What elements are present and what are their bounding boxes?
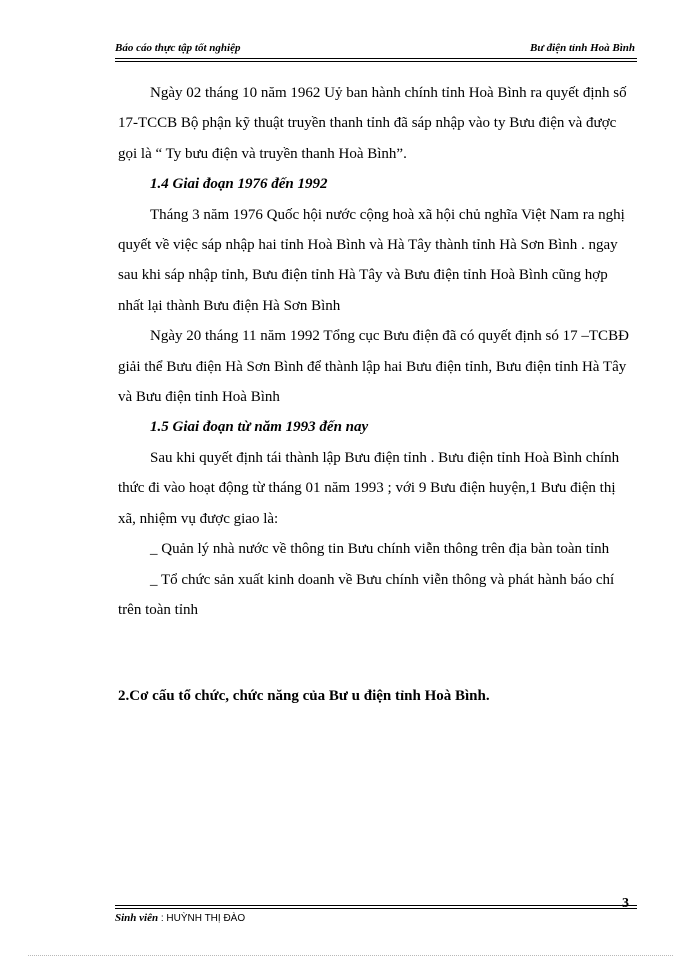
body-text xyxy=(118,78,633,625)
paragraph-1962: Ngày 02 tháng 10 năm 1962 Uỷ ban hành chính tỉnh Hoà Bình ra quyết định số 17-TCCB Bộ phận kỹ thuật truyền thanh tỉnh đã sáp nhập vào ty Bưu điện và được gọi là “ Ty bưu điện và truyền thanh Hoà Bình”. xyxy=(118,85,627,162)
paragraph-1993: Sau khi quyết định tái thành lập Bưu điện tỉnh . Bưu điện tỉnh Hoà Bình chính thức đi vào hoạt động từ tháng 01 năm 1993 ; với 9 Bưu điện huyện,1 Bưu điện thị xã, nhiệm vụ được giao là: xyxy=(118,449,620,527)
bullet-quan-ly: _ Quản lý nhà nước về thông tin Bưu chính viễn thông trên địa bàn toàn tỉnh xyxy=(150,541,610,558)
footer-label: Sinh viên xyxy=(115,912,159,924)
paragraph-1992: Ngày 20 tháng 11 năm 1992 Tổng cục Bưu điện đã có quyết định só 17 –TCBĐ giải thể Bưu điện Hà Sơn Bình để thành lập hai Bưu điện tỉnh, Bưu điện tỉnh Hà Tây và Bưu điện tỉnh Hoà Bình xyxy=(118,328,629,406)
footer-student-name: : HUỲNH THỊ ĐÀO xyxy=(160,913,246,924)
section-heading-1-4: 1.4 Giai đoạn 1976 đến 1992 xyxy=(150,176,328,193)
heading-2-co-cau: 2.Cơ cấu tổ chức, chức năng của Bư u điện tỉnh Hoà Bình. xyxy=(118,688,490,704)
header-rule xyxy=(115,58,637,62)
header-right-title: Bư điện tỉnh Hoà Bình xyxy=(529,42,635,54)
footer-rule xyxy=(115,905,637,909)
paragraph-1976: Tháng 3 năm 1976 Quốc hội nước cộng hoà xã hội chủ nghĩa Việt Nam ra nghị quyết về việc sáp nhập hai tỉnh Hoà Bình và Hà Tây thành tỉnh Hà Sơn Bình . ngay sau khi sáp nhập tỉnh, Bưu điện tỉnh Hà Tây và Bưu điện tỉnh Hoà Bình cũng hợp nhất lại thành Bưu điện Hà Sơn Bình xyxy=(118,206,625,314)
header-left-title: Báo cáo thực tập tốt nghiệp xyxy=(115,42,241,54)
page-bottom-dotted-line xyxy=(28,955,673,956)
page-number: 3 xyxy=(622,896,629,911)
page-header xyxy=(115,38,635,60)
page-footer xyxy=(115,912,245,924)
bullet-to-chuc: _ Tổ chức sản xuất kinh doanh về Bưu chính viễn thông và phát hành báo chí trên toàn tỉnh xyxy=(118,571,615,618)
section-heading-1-5: 1.5 Giai đoạn từ năm 1993 đến nay xyxy=(150,419,369,436)
